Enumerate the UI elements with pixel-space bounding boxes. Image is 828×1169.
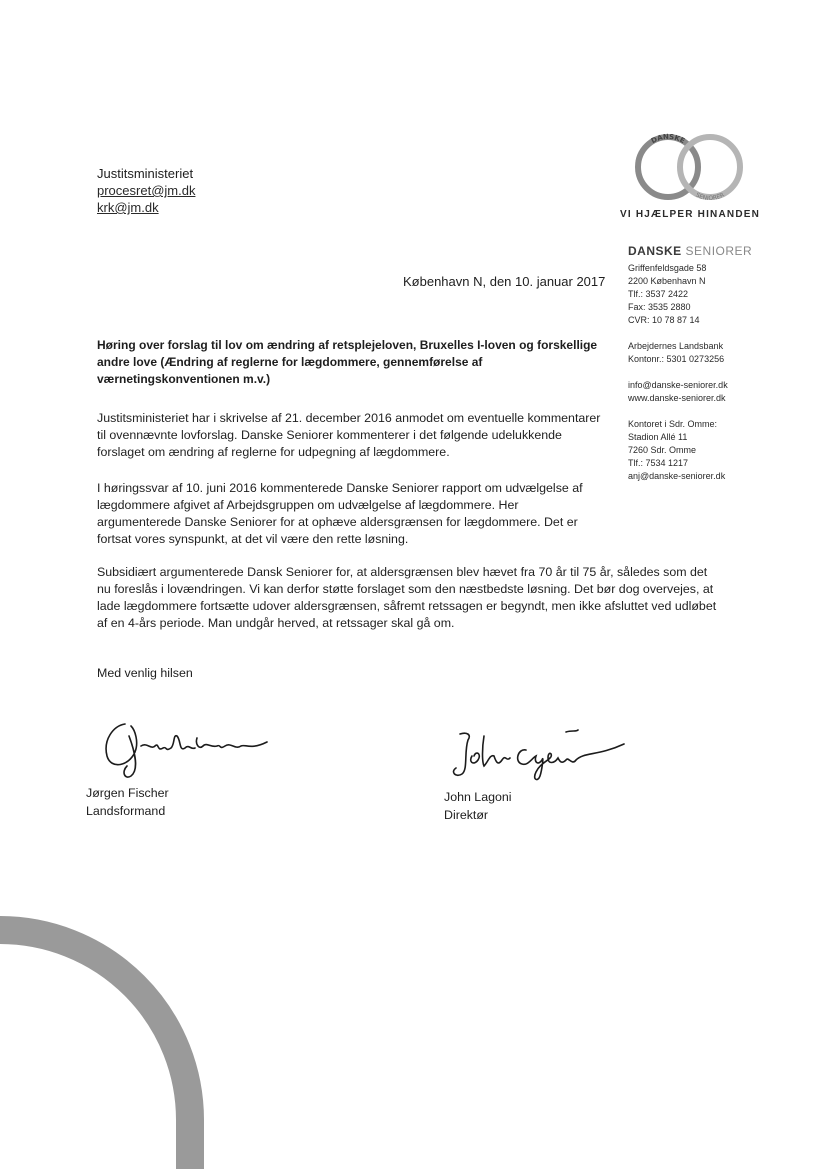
office-line: 7260 Sdr. Omme [628, 445, 697, 455]
letter-date: København N, den 10. januar 2017 [403, 274, 606, 289]
recipient-block [97, 165, 195, 216]
recipient-email-krk[interactable]: krk@jm.dk [97, 200, 159, 215]
office-email-link[interactable]: anj@danske-seniorer.dk [628, 471, 726, 481]
ring-text-bottom: SENIORER [694, 191, 726, 203]
office-line: Tlf.: 7534 1217 [628, 458, 689, 468]
logo-tagline: VI HJÆLPER HINANDEN [620, 209, 761, 220]
recipient-name: Justitsministeriet [97, 166, 194, 181]
letter-subject: Høring over forslag til lov om ændring af retsplejeloven, Bruxelles I-loven og forskellige andre love (Ændring af reglerne for lægdommere, gennemførelse af værnetingskonventionen m.v.) [97, 338, 598, 386]
body-paragraph-1: Justitsministeriet har i skrivelse af 21. december 2016 anmodet om eventuelle kommentarer til ovennævnte lovforslag. Danske Seniorer kommenterer i det følgende udelukkende forslaget om ændring af reglerne for udpegning af lægdommere. [97, 411, 601, 459]
signer-name: Jørgen Fischer [86, 786, 169, 800]
org-name-part2: SENIORER [685, 244, 753, 258]
office-line: Kontoret i Sdr. Omme: [628, 419, 718, 429]
body-paragraph-3: Subsidiært argumenterede Dansk Seniorer for, at aldersgrænsen blev hævet fra 70 år til 75 år, således som det nu foreslås i lovændringen. Vi kan derfor støtte forslaget som den næstbedste løsning. Det bør dog overvejes, at lade lægdommere fortsætte udover aldersgrænsen, såfremt retssagen er begyndt, men ikke afsluttet ved udløbet af en 4-års periode. Man undgår herved, at retssager skal gå om. [97, 565, 717, 630]
office-line: Stadion Allé 11 [628, 432, 688, 442]
body-paragraph-2: I høringssvar af 10. juni 2016 kommenterede Danske Seniorer rapport om udvælgelse af lægdommere afgivet af Arbejdsgruppen om udvælgelse af lægdommere. Her argumenterede Danske Seniorer for at ophæve aldersgrænsen for lægdommere. Det er fortsat vores synspunkt, at det vil være den rette løsning. [97, 481, 583, 546]
web-block [628, 379, 818, 405]
bank-line: Kontonr.: 5301 0273256 [628, 354, 725, 364]
bank-line: Arbejdernes Landsbank [628, 341, 724, 351]
address-line: 2200 København N [628, 276, 706, 286]
org-name [628, 245, 818, 258]
address-block [628, 262, 818, 327]
recipient-email-procesret[interactable]: procesret@jm.dk [97, 183, 196, 198]
signer-fischer [86, 784, 169, 820]
signer-name: John Lagoni [444, 790, 512, 804]
decorative-arc-icon [0, 900, 240, 1169]
bank-block [628, 340, 818, 366]
address-line: Fax: 3535 2880 [628, 302, 691, 312]
signer-lagoni [444, 788, 512, 824]
org-website-link[interactable]: www.danske-seniorer.dk [628, 393, 726, 403]
address-line: Griffenfeldsgade 58 [628, 263, 707, 273]
signature-fischer-icon [95, 712, 285, 782]
ring-text-top: DANSKE [649, 132, 687, 146]
right-ring-shape [680, 137, 740, 197]
signer-title: Landsformand [86, 804, 166, 818]
address-line: CVR: 10 78 87 14 [628, 315, 700, 325]
org-email-link[interactable]: info@danske-seniorer.dk [628, 380, 728, 390]
closing-greeting: Med venlig hilsen [97, 666, 193, 680]
org-name-part1: DANSKE [628, 244, 682, 258]
signature-lagoni-icon [448, 722, 638, 792]
address-line: Tlf.: 3537 2422 [628, 289, 689, 299]
signer-title: Direktør [444, 808, 489, 822]
office-block [628, 418, 818, 483]
sender-sidebar [628, 245, 818, 496]
two-rings-logo-icon [620, 122, 760, 212]
